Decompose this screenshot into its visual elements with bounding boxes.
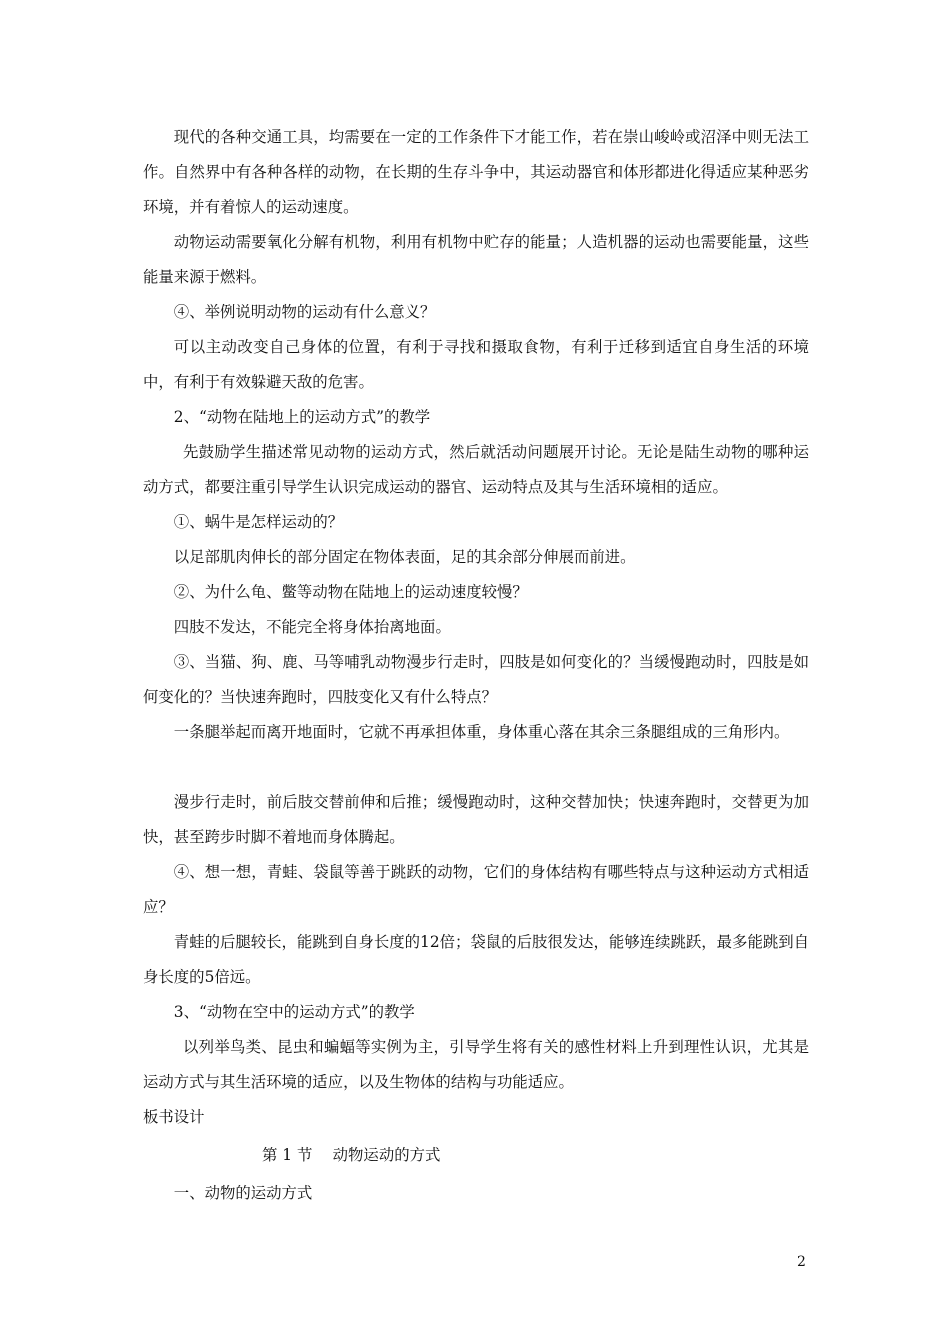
answer-significance: 可以主动改变自己身体的位置，有利于寻找和摄取食物，有利于迁移到适宜自身生活的环境中，有利于有效躲避天敌的危害。 (143, 338, 809, 391)
answer-jumping: 青蛙的后腿较长，能跳到自身长度的12倍；袋鼠的后肢很发达，能够连续跳跃，最多能跳到自身长度的5倍远。 (143, 933, 810, 986)
board-design-heading: 板书设计 (143, 1108, 205, 1126)
answer-turtle: 四肢不发达，不能完全将身体抬离地面。 (173, 618, 451, 636)
section-3-heading: 3、“动物在空中的运动方式”的教学 (173, 1003, 415, 1021)
answer-snail: 以足部肌肉伸长的部分固定在物体表面，足的其余部分伸展而前进。 (173, 548, 636, 566)
question-4-significance: ④、举例说明动物的运动有什么意义？ (173, 303, 436, 321)
question-2-turtle: ②、为什么龟、鳖等动物在陆地上的运动速度较慢？ (173, 583, 528, 601)
question-1-snail: ①、蜗牛是怎样运动的？ (173, 513, 344, 531)
paragraph-air-teaching: 以列举鸟类、昆虫和蝙蝠等实例为主，引导学生将有关的感性材料上升到理性认识，尤其是运动方式与其生活环境的适应，以及生物体的结构与功能适应。 (143, 1038, 809, 1091)
answer-mammals-1: 一条腿举起而离开地面时，它就不再承担体重，身体重心落在其余三条腿组成的三角形内。 (173, 723, 790, 741)
board-item-1: 一、动物的运动方式 (173, 1184, 313, 1202)
board-section-title: 第 1 节 动物运动的方式 (262, 1146, 441, 1164)
question-4-jumping: ④、想一想，青蛙、袋鼠等善于跳跃的动物，它们的身体结构有哪些特点与这种运动方式相适应？ (143, 863, 809, 916)
question-3-mammals: ③、当猫、狗、鹿、马等哺乳动物漫步行走时，四肢是如何变化的？当缓慢跑动时，四肢是如何变化的？当快速奔跑时，四肢变化又有什么特点？ (143, 653, 809, 706)
answer-mammals-2: 漫步行走时，前后肢交替前伸和后推；缓慢跑动时，这种交替加快；快速奔跑时，交替更为加快，甚至跨步时脚不着地而身体腾起。 (143, 793, 809, 846)
section-2-heading: 2、“动物在陆地上的运动方式”的教学 (173, 408, 431, 426)
paragraph-land-teaching: 先鼓励学生描述常见动物的运动方式，然后就活动问题展开讨论。无论是陆生动物的哪种运动方式，都要注重引导学生认识完成运动的器官、运动特点及其与生活环境相的适应。 (143, 443, 809, 496)
page-number: 2 (797, 1254, 806, 1270)
paragraph-energy: 动物运动需要氧化分解有机物，利用有机物中贮存的能量；人造机器的运动也需要能量，这些能量来源于燃料。 (143, 233, 809, 286)
paragraph-transport-comparison: 现代的各种交通工具，均需要在一定的工作条件下才能工作，若在崇山峻岭或沼泽中则无法工作。自然界中有各种各样的动物，在长期的生存斗争中，其运动器官和体形都进化得适应某种恶劣环境，并有着惊人的运动速度。 (143, 128, 809, 216)
